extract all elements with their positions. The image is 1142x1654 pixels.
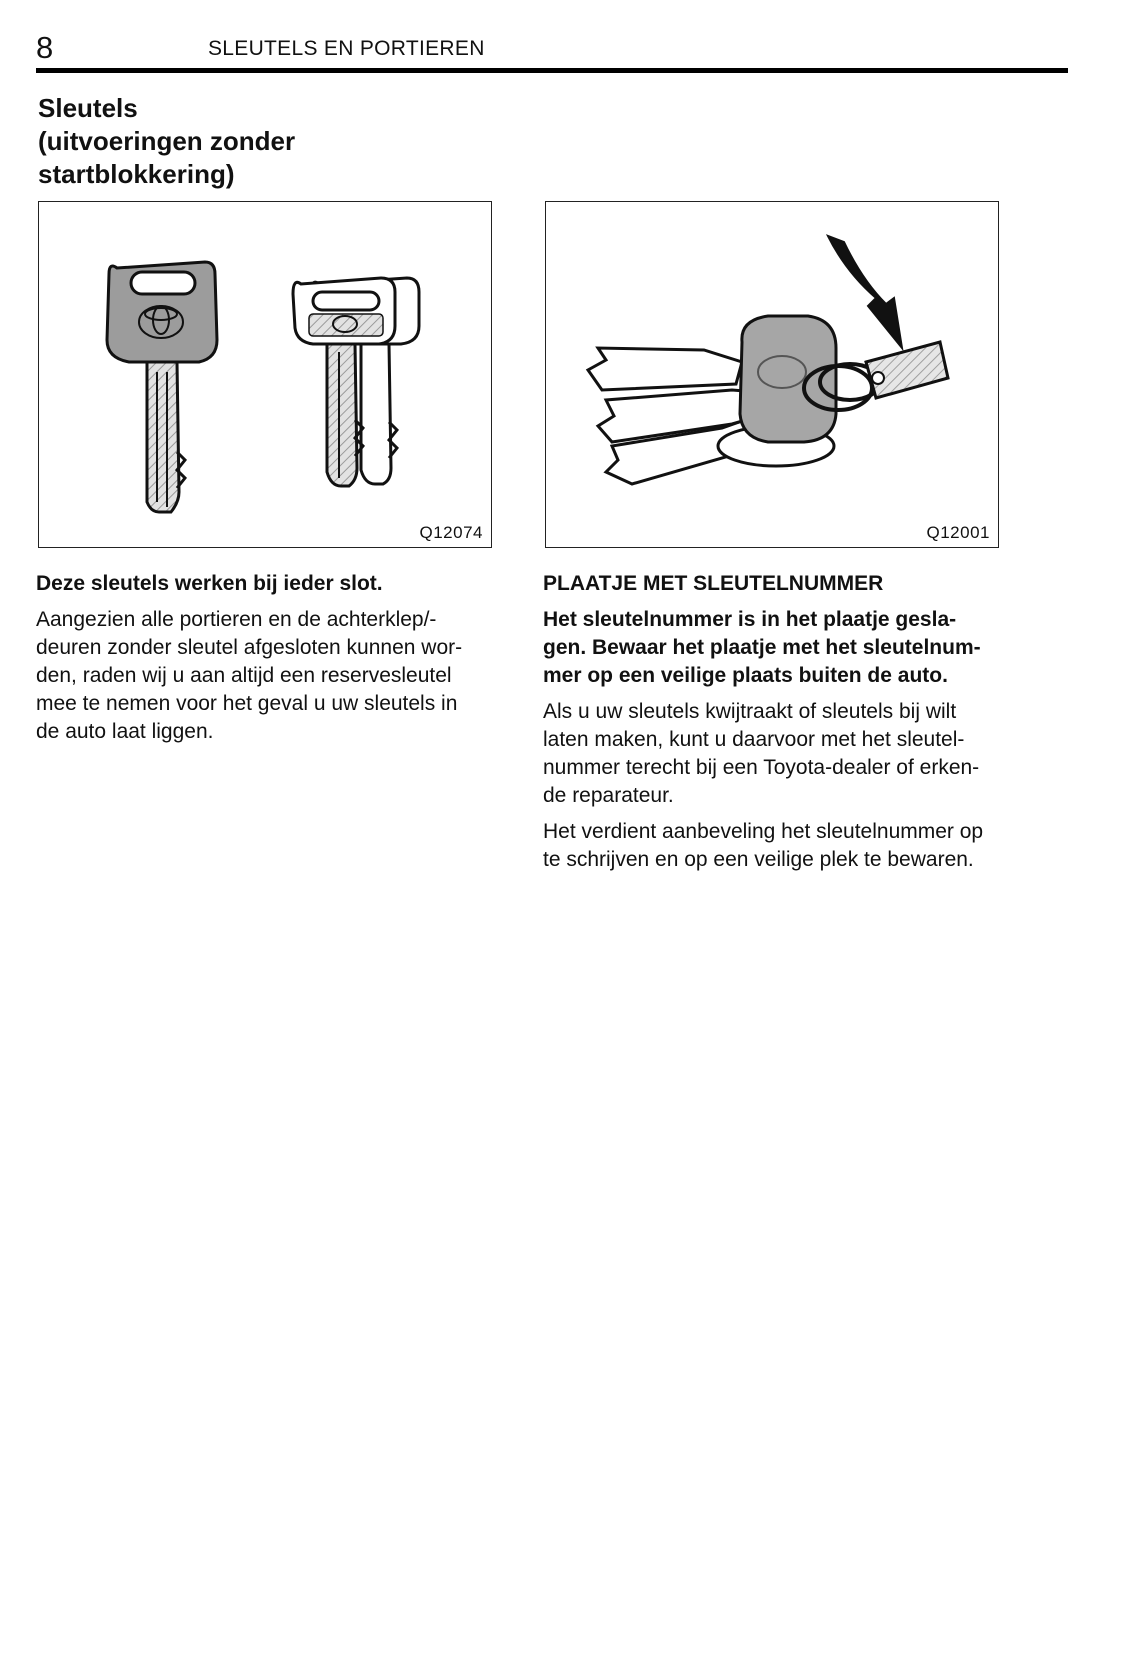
right-column <box>543 570 1043 882</box>
right-paragraph-1 <box>543 698 1043 810</box>
key-number-plate-icon <box>866 342 948 398</box>
pointer-arrow-icon <box>828 236 902 348</box>
text-line: laten maken, kunt u daarvoor met het sleutel- <box>543 728 965 751</box>
left-heading: Deze sleutels werken bij ieder slot. <box>36 572 383 595</box>
running-title: SLEUTELS EN PORTIEREN <box>208 37 485 60</box>
figure-code: Q12001 <box>926 523 990 542</box>
text-line: Als u uw sleutels kwijtraakt of sleutels bij wilt <box>543 700 957 723</box>
master-key-icon <box>107 262 217 512</box>
text-line: te schrijven en op een veilige plek te bewaren. <box>543 848 974 871</box>
text-line: mer op een veilige plaats buiten de auto. <box>543 664 948 687</box>
two-keys-illustration-icon <box>39 202 490 546</box>
left-paragraph <box>36 606 526 746</box>
section-title-line: (uitvoeringen zonder <box>38 126 296 156</box>
text-line: deuren zonder sleutel afgesloten kunnen wor- <box>36 636 463 659</box>
text-line: Het sleutelnummer is in het plaatje gesla- <box>543 608 957 631</box>
section-title-line: Sleutels <box>38 93 138 123</box>
text-line: Aangezien alle portieren en de achterklep/‐ <box>36 608 437 631</box>
header-rule <box>36 68 1068 73</box>
page-header <box>36 30 1068 72</box>
text-line: nummer terecht bij een Toyota‐dealer of erken- <box>543 756 980 779</box>
figure-code: Q12074 <box>419 523 483 542</box>
section-title-line: startblokkering) <box>38 159 235 189</box>
key-bunch-with-number-plate-illustration-icon <box>546 202 997 546</box>
figure-key-number-plate <box>545 201 999 548</box>
text-line: de auto laat liggen. <box>36 720 214 743</box>
text-line: mee te nemen voor het geval u uw sleutels in <box>36 692 458 715</box>
right-paragraph-2 <box>543 818 1043 874</box>
text-line: den, raden wij u aan altijd een reservesleutel <box>36 664 452 687</box>
text-line: de reparateur. <box>543 784 674 807</box>
left-column <box>36 570 526 754</box>
right-heading: PLAATJE MET SLEUTELNUMMER <box>543 572 884 595</box>
text-line: Het verdient aanbeveling het sleutelnummer op <box>543 820 984 843</box>
page-number: 8 <box>36 30 54 65</box>
section-title <box>38 92 458 191</box>
figure-keys <box>38 201 492 548</box>
key-number-warning <box>543 606 1043 690</box>
text-line: gen. Bewaar het plaatje met het sleutelnum- <box>543 636 981 659</box>
